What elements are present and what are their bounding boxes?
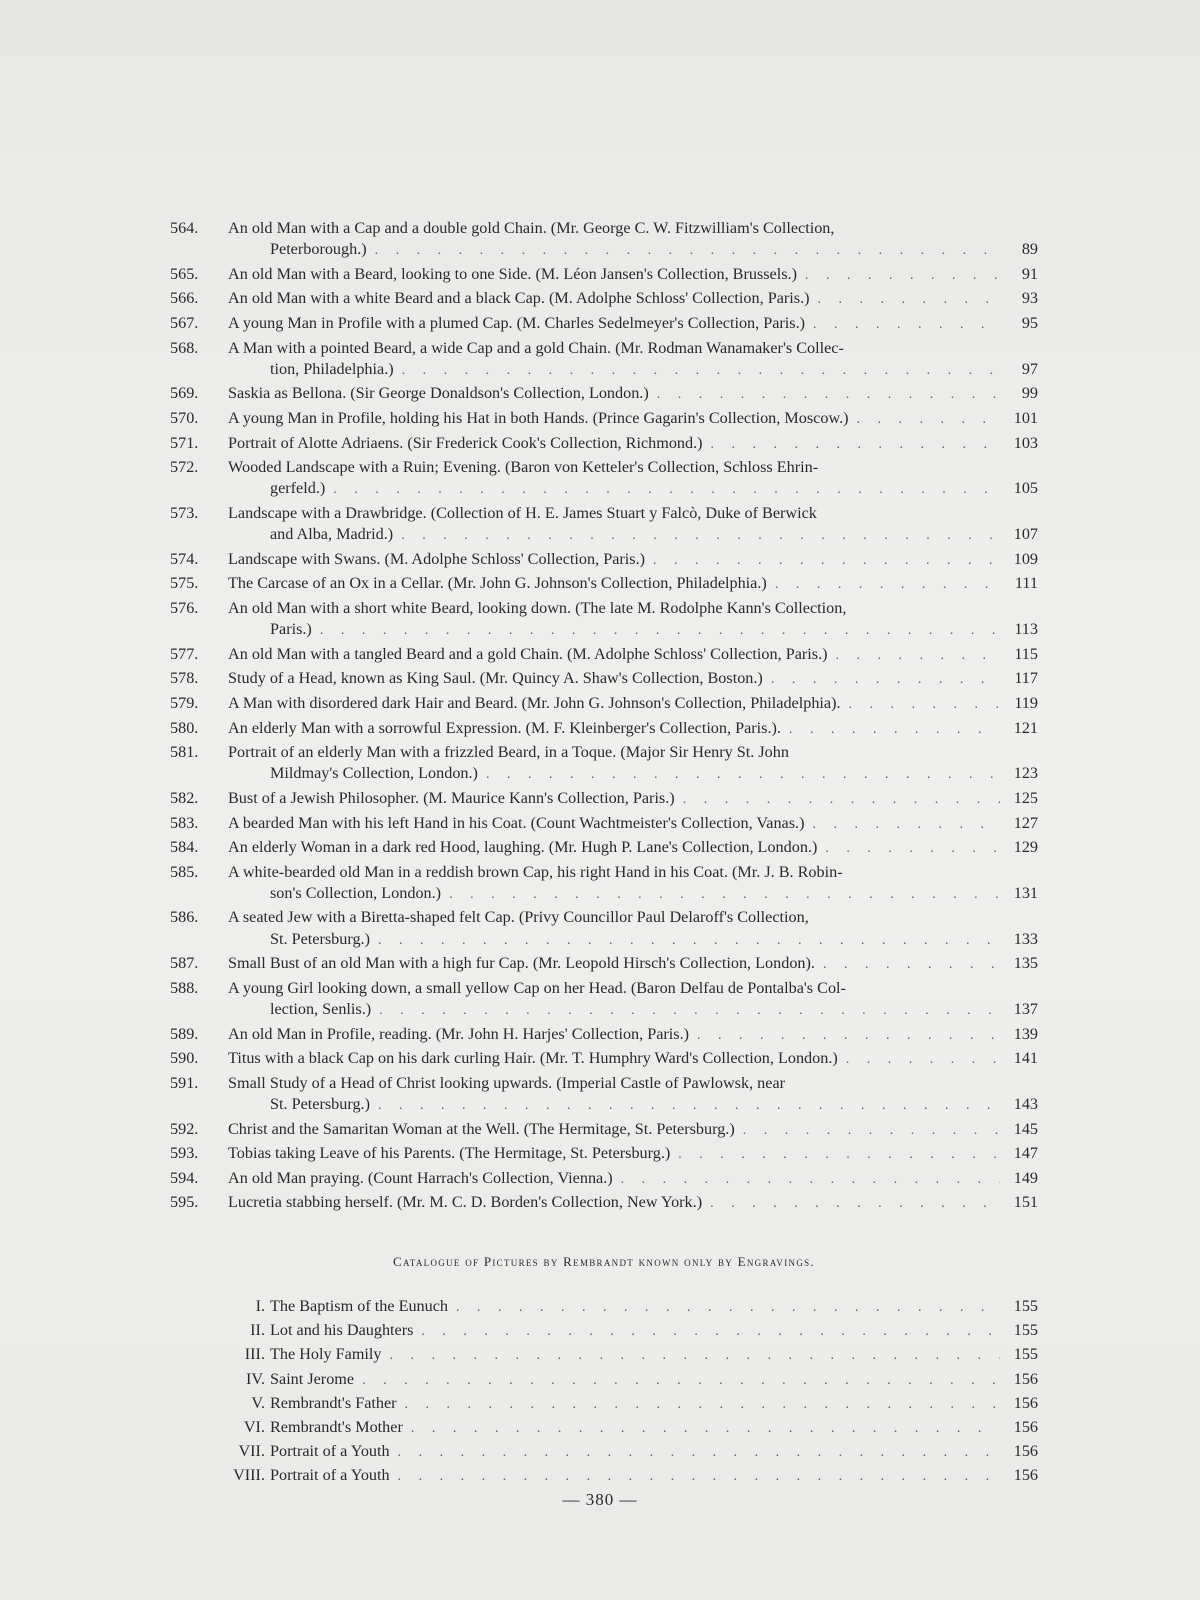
dot-leader (775, 574, 1000, 595)
entry-line (220, 1393, 1038, 1415)
dot-leader (411, 1418, 1000, 1439)
entry-page-number: 107 (1013, 525, 1038, 544)
entry-page-number: 121 (1013, 718, 1038, 737)
entry-number: 581. (170, 743, 199, 762)
entry-line (170, 1168, 1038, 1190)
entry-number: II. (250, 1321, 265, 1340)
dot-leader (379, 1000, 1000, 1021)
entry-title: A white-bearded old Man in a reddish brown Cap, his right Hand in his Coat. (Mr. J. B. Robin- (228, 862, 843, 881)
entry-title: Landscape with a Drawbridge. (Collection of H. E. James Stuart y Falcò, Duke of Berwick (228, 503, 817, 522)
catalogue-entry (170, 313, 1038, 335)
entry-page-number: 89 (1021, 240, 1038, 259)
entry-line (170, 264, 1038, 286)
catalogue-entry (170, 788, 1038, 810)
entry-continuation-line (170, 619, 1038, 641)
dot-leader (710, 1193, 1000, 1214)
entry-continuation-line (170, 883, 1038, 905)
entry-page-number: 105 (1013, 479, 1038, 498)
dot-leader (402, 360, 1000, 381)
entry-page-number: 143 (1013, 1095, 1038, 1114)
dot-leader (857, 409, 1000, 430)
entry-number: 585. (170, 862, 199, 881)
entry-number: 578. (170, 669, 199, 688)
entry-line (220, 1344, 1038, 1366)
entry-title: Wooded Landscape with a Ruin; Evening. (Baron von Ketteler's Collection, Schloss Ehrin- (228, 458, 819, 477)
dot-leader (378, 930, 1000, 951)
entry-line (170, 837, 1038, 859)
catalogue-entry (170, 742, 1038, 785)
entry-page-number: 156 (1013, 1369, 1038, 1388)
catalogue-entry (170, 718, 1038, 740)
entry-number: 574. (170, 549, 199, 568)
entry-page-number: 101 (1013, 408, 1038, 427)
entry-number: 593. (170, 1144, 199, 1163)
entry-title: A young Girl looking down, a small yellow Cap on her Head. (Baron Delfau de Pontalba's Col- (228, 978, 846, 997)
dot-leader (805, 265, 1000, 286)
entry-page-number: 156 (1013, 1418, 1038, 1437)
entry-page-number: 111 (1014, 574, 1038, 593)
catalogue-entry (170, 953, 1038, 975)
entry-line (170, 1048, 1038, 1070)
entry-continuation: and Alba, Madrid.) (270, 525, 394, 544)
entry-number: 587. (170, 954, 199, 973)
entry-page-number: 93 (1021, 289, 1038, 308)
entry-title: Portrait of a Youth (270, 1466, 390, 1485)
entry-title: Portrait of Alotte Adriaens. (Sir Frederick Cook's Collection, Richmond.) (228, 433, 703, 452)
entry-continuation: gerfeld.) (270, 479, 326, 498)
page-number: — 380 — (562, 1490, 638, 1509)
catalogue-entry (170, 644, 1038, 666)
entry-page-number: 151 (1013, 1193, 1038, 1212)
entry-line (170, 503, 1038, 524)
entry-number: 584. (170, 838, 199, 857)
entry-line (170, 788, 1038, 810)
catalogue-entry (170, 1168, 1038, 1190)
catalogue-entry (170, 1119, 1038, 1141)
dot-leader (836, 645, 1000, 666)
dot-leader (456, 1297, 1000, 1318)
entry-page-number: 155 (1013, 1345, 1038, 1364)
entry-title: Portrait of an elderly Man with a frizzled Beard, in a Toque. (Major Sir Henry St. John (228, 743, 789, 762)
entry-continuation: Paris.) (270, 620, 312, 639)
entry-page-number: 97 (1021, 359, 1038, 378)
entry-number: 575. (170, 574, 199, 593)
catalogue-entry (170, 383, 1038, 405)
entry-title: A young Man in Profile with a plumed Cap. (M. Charles Sedelmeyer's Collection, Paris.) (228, 313, 806, 332)
entry-line (170, 693, 1038, 715)
dot-leader (398, 1442, 1000, 1463)
entry-page-number: 113 (1014, 620, 1038, 639)
catalogue-entry (170, 1143, 1038, 1165)
entry-line (170, 907, 1038, 928)
dot-leader (812, 814, 1000, 835)
entry-number: 595. (170, 1193, 199, 1212)
dot-leader (683, 789, 1000, 810)
entry-title: A seated Jew with a Biretta-shaped felt Cap. (Privy Councillor Paul Delaroff's Collection, (228, 908, 809, 927)
entry-line (170, 862, 1038, 883)
entry-number: 569. (170, 384, 199, 403)
entry-number: 564. (170, 219, 199, 237)
entry-page-number: 135 (1013, 954, 1038, 973)
entry-title: The Carcase of an Ox in a Cellar. (Mr. John G. Johnson's Collection, Philadelphia.) (228, 574, 767, 593)
entry-number: 576. (170, 598, 199, 617)
entry-number: 589. (170, 1024, 199, 1043)
entry-page-number: 137 (1013, 1000, 1038, 1019)
entry-page-number: 141 (1013, 1049, 1038, 1068)
entry-number: 580. (170, 718, 199, 737)
entry-number: V. (251, 1393, 265, 1412)
catalogue-entry (170, 668, 1038, 690)
dot-leader (678, 1144, 1000, 1165)
catalogue-entry (170, 218, 1038, 261)
entry-line (170, 598, 1038, 619)
entry-number: VIII. (233, 1466, 265, 1485)
entry-title: Small Bust of an old Man with a high fur Cap. (Mr. Leopold Hirsch's Collection, London). (228, 954, 815, 973)
dot-leader (825, 838, 1000, 859)
entry-line (170, 742, 1038, 763)
entry-continuation: son's Collection, London.) (270, 883, 442, 902)
entry-continuation-line (170, 359, 1038, 381)
catalogue-entry (170, 1048, 1038, 1070)
dot-leader (421, 1321, 1000, 1342)
catalogue-entry-list (170, 218, 1038, 1217)
dot-leader (818, 289, 1000, 310)
entry-line (170, 408, 1038, 430)
entry-continuation: St. Petersburg.) (270, 1095, 370, 1114)
dot-leader (320, 620, 1000, 641)
entry-number: 591. (170, 1073, 199, 1092)
entry-line (170, 644, 1038, 666)
entry-page-number: 103 (1013, 433, 1038, 452)
catalogue-entry (170, 598, 1038, 641)
dot-leader (449, 884, 1000, 905)
entry-continuation-line (170, 478, 1038, 500)
entry-title: An old Man with a tangled Beard and a gold Chain. (M. Adolphe Schloss' Collection, Paris.) (228, 644, 828, 663)
dot-leader (621, 1169, 1000, 1190)
dot-leader (771, 669, 1000, 690)
entry-number: 570. (170, 408, 199, 427)
dot-leader (401, 525, 1000, 546)
catalogue-entry (170, 1192, 1038, 1214)
entry-page-number: 91 (1021, 264, 1038, 283)
entry-title: Lot and his Daughters (270, 1321, 414, 1340)
entry-page-number: 109 (1013, 549, 1038, 568)
entry-title: A young Man in Profile, holding his Hat in both Hands. (Prince Gagarin's Collection, Moscow.) (228, 408, 849, 427)
catalogue-entry (170, 408, 1038, 430)
entry-page-number: 127 (1013, 813, 1038, 832)
catalogue-entry (170, 433, 1038, 455)
entry-number: VI. (243, 1418, 265, 1437)
entry-page-number: 125 (1013, 788, 1038, 807)
entry-line (170, 1073, 1038, 1094)
entry-title: An elderly Woman in a dark red Hood, laughing. (Mr. Hugh P. Lane's Collection, London.) (228, 838, 818, 857)
entry-line (170, 218, 1038, 239)
entry-page-number: 149 (1013, 1168, 1038, 1187)
entry-continuation: tion, Philadelphia.) (270, 359, 394, 378)
engraving-entry (220, 1344, 1038, 1366)
entry-continuation: lection, Senlis.) (270, 1000, 372, 1019)
entry-title: Rembrandt's Mother (270, 1418, 403, 1437)
dot-leader (362, 1370, 1000, 1391)
entry-title: The Baptism of the Eunuch (270, 1297, 449, 1315)
entry-number: 568. (170, 338, 199, 357)
entry-page-number: 155 (1013, 1297, 1038, 1315)
entry-number: 588. (170, 978, 199, 997)
entry-number: 571. (170, 433, 199, 452)
entry-line (170, 1024, 1038, 1046)
entry-page-number: 156 (1013, 1466, 1038, 1485)
entry-title: An old Man with a Cap and a double gold Chain. (Mr. George C. W. Fitzwilliam's Collection, (228, 219, 835, 237)
engraving-entry (220, 1369, 1038, 1391)
entry-number: III. (244, 1345, 265, 1364)
entry-line (170, 668, 1038, 690)
entry-title: Saskia as Bellona. (Sir George Donaldson's Collection, London.) (228, 384, 649, 403)
dot-leader (405, 1394, 1000, 1415)
entry-title: Study of a Head, known as King Saul. (Mr. Quincy A. Shaw's Collection, Boston.) (228, 669, 763, 688)
entry-number: 567. (170, 313, 199, 332)
entry-line (170, 433, 1038, 455)
entry-continuation-line (170, 763, 1038, 785)
entry-page-number: 129 (1013, 838, 1038, 857)
entry-title: Landscape with Swans. (M. Adolphe Schloss' Collection, Paris.) (228, 549, 646, 568)
entry-number: 573. (170, 503, 199, 522)
engraving-entry (220, 1393, 1038, 1415)
entry-title: A Man with disordered dark Hair and Beard. (Mr. John G. Johnson's Collection, Philadelphia). (228, 693, 841, 712)
entry-continuation: Mildmay's Collection, London.) (270, 764, 478, 783)
entry-continuation: St. Petersburg.) (270, 929, 370, 948)
entry-continuation-line (170, 1094, 1038, 1116)
entry-line (170, 573, 1038, 595)
entry-line (170, 718, 1038, 740)
engravings-list (220, 1296, 1038, 1490)
entry-title: Christ and the Samaritan Woman at the Well. (The Hermitage, St. Petersburg.) (228, 1119, 735, 1138)
entry-number: 582. (170, 788, 199, 807)
entry-line (170, 978, 1038, 999)
entry-continuation: Peterborough.) (270, 240, 367, 259)
dot-leader (823, 954, 1000, 975)
entry-title: Tobias taking Leave of his Parents. (The Hermitage, St. Petersburg.) (228, 1144, 671, 1163)
entry-line (220, 1369, 1038, 1391)
entry-number: 592. (170, 1119, 199, 1138)
entry-number: 565. (170, 264, 199, 283)
catalogue-entry (170, 288, 1038, 310)
entry-number: IV. (245, 1369, 265, 1388)
entry-title: An old Man with a white Beard and a black Cap. (M. Adolphe Schloss' Collection, Paris.) (228, 289, 810, 308)
dot-leader (813, 314, 1000, 335)
entry-page-number: 123 (1013, 764, 1038, 783)
dot-leader (486, 764, 1000, 785)
entry-number: 572. (170, 458, 199, 477)
catalogue-entry (170, 862, 1038, 905)
section-heading: Catalogue of Pictures by Rembrandt known only by Engravings. (393, 1254, 815, 1269)
catalogue-entry (170, 573, 1038, 595)
entry-line (170, 549, 1038, 571)
entry-title: Rembrandt's Father (270, 1393, 397, 1412)
entry-continuation-line (170, 929, 1038, 951)
entry-page-number: 156 (1013, 1393, 1038, 1412)
catalogue-entry (170, 338, 1038, 381)
entry-title: An old Man with a Beard, looking to one Side. (M. Léon Jansen's Collection, Brussels.) (228, 264, 797, 283)
entry-number: 594. (170, 1168, 199, 1187)
engraving-entry (220, 1465, 1038, 1487)
entry-line (220, 1441, 1038, 1463)
entry-line (220, 1465, 1038, 1487)
entry-number: 583. (170, 813, 199, 832)
entry-number: I. (255, 1297, 265, 1315)
entry-title: An old Man praying. (Count Harrach's Collection, Vienna.) (228, 1168, 613, 1187)
engraving-entry (220, 1320, 1038, 1342)
entry-title: A bearded Man with his left Hand in his Coat. (Count Wachtmeister's Collection, Vanas.) (228, 813, 805, 832)
engraving-entry (220, 1441, 1038, 1463)
dot-leader (378, 1095, 1000, 1116)
entry-number: 590. (170, 1049, 199, 1068)
entry-page-number: 117 (1014, 669, 1038, 688)
entry-title: Small Study of a Head of Christ looking upwards. (Imperial Castle of Pawlowsk, near (228, 1073, 786, 1092)
entry-page-number: 119 (1014, 693, 1038, 712)
catalogue-entry (170, 457, 1038, 500)
entry-line (220, 1417, 1038, 1439)
catalogue-entry (170, 264, 1038, 286)
entry-number: VII. (238, 1442, 265, 1461)
dot-leader (849, 694, 1000, 715)
dot-leader (697, 1025, 1000, 1046)
entry-line (220, 1320, 1038, 1342)
dot-leader (398, 1466, 1000, 1487)
entry-page-number: 147 (1013, 1144, 1038, 1163)
engraving-entry (220, 1296, 1038, 1318)
entry-continuation-line (170, 524, 1038, 546)
catalogue-entry (170, 907, 1038, 950)
entry-title: An old Man with a short white Beard, looking down. (The late M. Rodolphe Kann's Collection, (228, 598, 847, 617)
entry-title: The Holy Family (270, 1345, 382, 1364)
entry-page-number: 139 (1013, 1024, 1038, 1043)
entry-line (170, 953, 1038, 975)
entry-number: 586. (170, 908, 199, 927)
catalogue-entry (170, 1024, 1038, 1046)
dot-leader (711, 434, 1000, 455)
entry-line (170, 383, 1038, 405)
catalogue-entry (170, 1073, 1038, 1116)
entry-number: 577. (170, 644, 199, 663)
entry-line (170, 457, 1038, 478)
dot-leader (653, 550, 1000, 571)
entry-title: An old Man in Profile, reading. (Mr. John H. Harjes' Collection, Paris.) (228, 1024, 690, 1043)
entry-page-number: 145 (1013, 1119, 1038, 1138)
dot-leader (846, 1049, 1000, 1070)
engraving-entry (220, 1417, 1038, 1439)
dot-leader (333, 479, 1000, 500)
entry-line (170, 813, 1038, 835)
entry-page-number: 99 (1021, 384, 1038, 403)
catalogue-entry (170, 813, 1038, 835)
entry-line (170, 1119, 1038, 1141)
dot-leader (657, 384, 1000, 405)
catalogue-entry (170, 503, 1038, 546)
dot-leader (375, 240, 1000, 261)
entry-page-number: 155 (1013, 1321, 1038, 1340)
entry-title: Lucretia stabbing herself. (Mr. M. C. D. Borden's Collection, New York.) (228, 1193, 703, 1212)
entry-line (170, 1143, 1038, 1165)
dot-leader (789, 719, 1000, 740)
entry-continuation-line (170, 999, 1038, 1021)
entry-page-number: 133 (1013, 929, 1038, 948)
entry-title: An elderly Man with a sorrowful Expression. (M. F. Kleinberger's Collection, Paris.). (228, 718, 781, 737)
entry-page-number: 131 (1013, 883, 1038, 902)
entry-title: Portrait of a Youth (270, 1442, 390, 1461)
entry-line (170, 288, 1038, 310)
entry-line (170, 313, 1038, 335)
entry-number: 566. (170, 289, 199, 308)
entry-page-number: 95 (1021, 313, 1038, 332)
entry-line (170, 338, 1038, 359)
entry-page-number: 156 (1013, 1442, 1038, 1461)
entry-continuation-line (170, 239, 1038, 261)
dot-leader (390, 1345, 1000, 1366)
catalogue-entry (170, 978, 1038, 1021)
entry-title: Titus with a black Cap on his dark curling Hair. (Mr. T. Humphry Ward's Collection, London.) (228, 1049, 838, 1068)
entry-title: Saint Jerome (270, 1369, 355, 1388)
entry-page-number: 115 (1014, 644, 1038, 663)
entry-line (220, 1296, 1038, 1318)
entry-line (170, 1192, 1038, 1214)
catalogue-entry (170, 837, 1038, 859)
entry-title: Bust of a Jewish Philosopher. (M. Maurice Kann's Collection, Paris.) (228, 788, 675, 807)
entry-number: 579. (170, 693, 199, 712)
entry-title: A Man with a pointed Beard, a wide Cap and a gold Chain. (Mr. Rodman Wanamaker's Collec- (228, 338, 844, 357)
catalogue-entry (170, 693, 1038, 715)
dot-leader (743, 1120, 1000, 1141)
catalogue-entry (170, 549, 1038, 571)
